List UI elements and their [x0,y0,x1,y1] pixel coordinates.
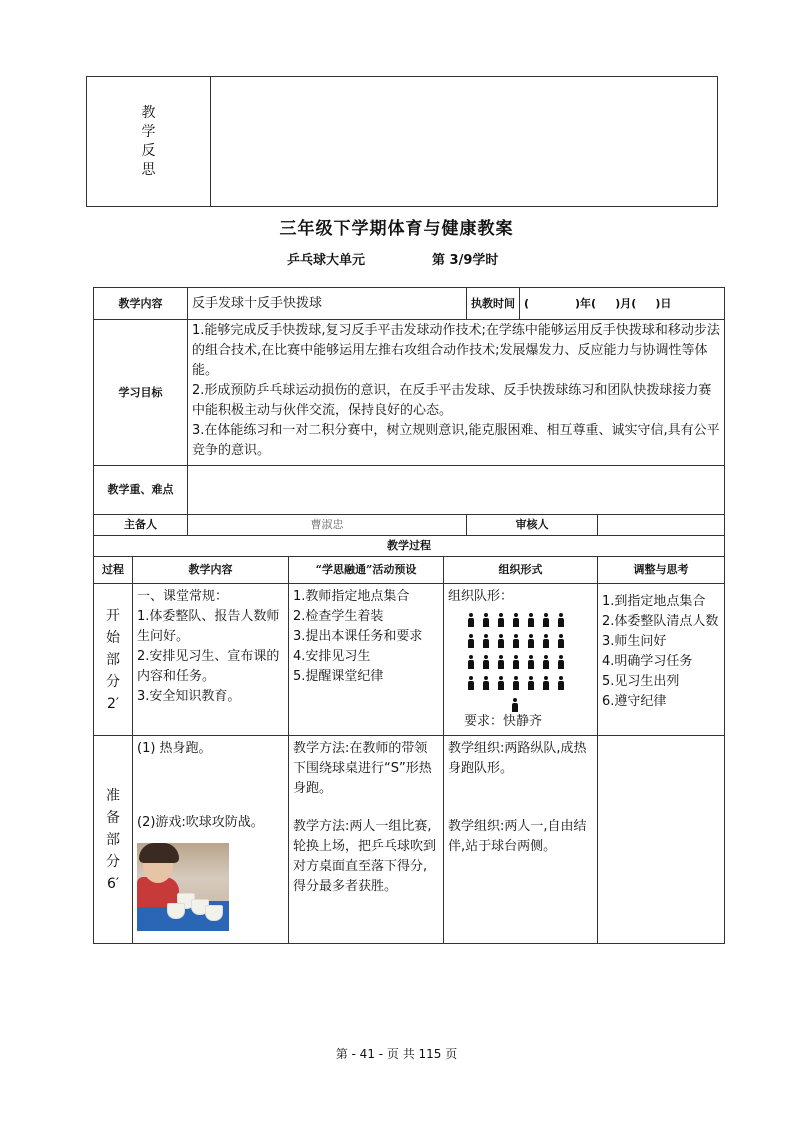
formation-diagram [464,613,593,690]
header-adjustment: 调整与思考 [598,557,725,584]
page-title: 三年级下学期体育与健康教案 [279,219,514,239]
student-icon [479,634,493,648]
content-value: 反手发球十反手快拨球 [188,288,467,320]
stage-prep-adjustment [598,736,725,944]
process-title: 教学过程 [94,536,725,557]
student-icon [494,655,508,669]
stage-prep-content: (1) 热身跑。 (2)游戏:吹球攻防战。 [133,736,289,944]
goal-item: 2.形成预防乒乓球运动损伤的意识，在反手平击发球、反手快拨球练习和团队快拨球接力赛中能积极主动与伙伴交流，保持良好的心态。 [192,383,712,418]
stage-start-organization: 组织队形： 要求：快静齐 [444,584,598,736]
reviewer-name [598,515,725,536]
stage-start-adjustment: 1.到指定地点集合 2.体委整队清点人数 3.师生问好 4.明确学习任务 5.见习生出列 6.遵守纪律 [598,584,725,736]
preparer-label: 主备人 [94,515,188,536]
stage-prep-organization: 教学组织:两路纵队,成热身跑队形。 教学组织:两人一,自由结伴,站于球台两侧。 [444,736,598,944]
game-photo [137,843,229,931]
student-icon [464,634,478,648]
stage-prep-activities: 教学方法:在教师的带领下围绕球桌进行“S”形热身跑。 教学方法:两人一组比赛,轮换上场，把乒乓球吹到对方桌面直至落下得分,得分最多者获胜。 [289,736,444,944]
reflection-content [211,77,718,207]
stage-start-label: 开 始 部 分 2′ [94,584,133,736]
content-label: 教学内容 [94,288,188,320]
student-icon [539,634,553,648]
student-icon [524,634,538,648]
student-icon [479,613,493,627]
focus-content [188,466,725,515]
student-icon [524,676,538,690]
student-icon [494,634,508,648]
student-icon [539,613,553,627]
time-label: 执教时间 [467,288,520,320]
student-icon [539,676,553,690]
unit-name: 乒乓球大单元 [287,253,366,268]
stage-prep-label: 准 备 部 分 6′ [94,736,133,944]
student-icon [464,676,478,690]
student-icon [509,655,523,669]
header-content: 教学内容 [133,557,289,584]
student-icon [464,613,478,627]
period-label: 第 3/9学时 [432,253,499,268]
stage-start-activities: 1.教师指定地点集合 2.检查学生着装 3.提出本课任务和要求 4.安排见习生 5.提醒课堂纪律 [289,584,444,736]
goals-label: 学习目标 [94,320,188,466]
header-activity: “学思融通”活动预设 [289,557,444,584]
preparer-name: 曹淑忠 [188,515,467,536]
student-icon [479,655,493,669]
student-icon [554,613,568,627]
student-icon [524,655,538,669]
stage-start-content: 一、课堂常规： 1.体委整队、报告人数师生问好。 2.安排见习生、宣布课的内容和任务。 3.安全知识教育。 [133,584,289,736]
student-icon [554,634,568,648]
student-icon [509,613,523,627]
reflection-table [86,76,718,207]
goals-content [188,320,725,466]
goal-item: 3.在体能练习和一对二积分赛中，树立规则意识,能克服困难、相互尊重、诚实守信,具有公平竞争的意识。 [192,423,720,458]
header-process: 过程 [94,557,133,584]
lesson-table [93,287,725,944]
teacher-icon [508,698,522,712]
reviewer-label: 审核人 [467,515,598,536]
student-icon [539,655,553,669]
student-icon [464,655,478,669]
student-icon [524,613,538,627]
goal-item: 1.能够完成反手快拨球,复习反手平击发球动作技术;在学练中能够运用反手快拨球和移动步法的组合技术,在比赛中能够运用左推右攻组合动作技术;发展爆发力、反应能力与协调性等体能。 [192,323,720,378]
reflection-label: 教 学 反 思 [87,77,211,207]
header-organization: 组织形式 [444,557,598,584]
student-icon [509,634,523,648]
time-value: ( )年( )月( )日 [520,288,725,320]
student-icon [509,676,523,690]
page-footer: 第 - 41 - 页 共 115 页 [335,1047,458,1061]
student-icon [494,613,508,627]
focus-label: 教学重、难点 [94,466,188,515]
student-icon [554,676,568,690]
student-icon [494,676,508,690]
student-icon [479,676,493,690]
student-icon [554,655,568,669]
